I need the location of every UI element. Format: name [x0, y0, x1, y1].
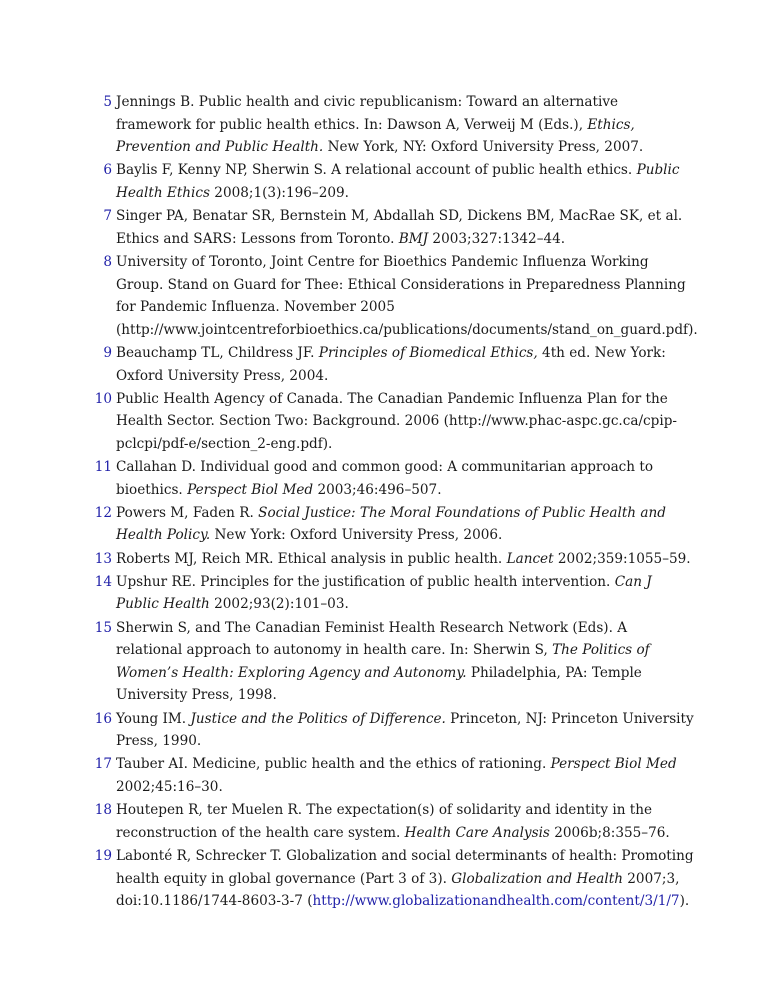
reference-item	[94, 571, 694, 616]
reference-item	[94, 753, 694, 798]
reference-text-segment: Young IM.	[116, 710, 191, 727]
reference-italic-text: Globalization and Health	[451, 870, 623, 887]
reference-text	[116, 251, 698, 341]
reference-item	[94, 91, 694, 159]
reference-item	[94, 342, 694, 387]
reference-text-segment: Roberts MJ, Reich MR. Ethical analysis in public health.	[116, 550, 507, 567]
reference-text	[116, 548, 694, 571]
reference-italic-text: Lancet	[506, 550, 554, 567]
reference-item	[94, 708, 694, 753]
reference-item	[94, 617, 694, 707]
reference-text	[116, 91, 694, 159]
reference-text-segment: Philadelphia, PA: Temple University Press, 1998.	[116, 664, 642, 704]
reference-italic-text: Can J Public Health	[116, 573, 652, 613]
reference-link[interactable]: http://www.globalizationandhealth.com/content/3/1/7	[312, 893, 680, 910]
reference-text	[116, 617, 694, 707]
reference-text-segment: 2003;46:496–507.	[313, 481, 442, 498]
reference-text	[116, 388, 694, 456]
reference-number: 15	[94, 619, 112, 636]
reference-text-segment: Labonté R, Schrecker T. Globalization and social determinants of health: Promoting health equity in global governance (Part 3 of 3).	[116, 847, 694, 887]
reference-text-segment: 2002;45:16–30.	[116, 778, 223, 795]
reference-item	[94, 205, 694, 250]
reference-text-segment: Sherwin S, and The Canadian Feminist Health Research Network (Eds). A relational approach to autonomy in health care. In: Sherwin S,	[116, 619, 628, 659]
reference-text-segment: 2002;93(2):101–03.	[209, 596, 349, 613]
reference-item	[94, 548, 694, 571]
reference-text-segment: Singer PA, Benatar SR, Bernstein M, Abdallah SD, Dickens BM, MacRae SK, et al. Ethics and SARS: Lessons from Toronto.	[116, 208, 683, 247]
reference-italic-text: BMJ	[398, 230, 429, 247]
reference-item	[94, 159, 694, 204]
reference-text	[116, 799, 694, 844]
reference-number: 6	[103, 162, 112, 179]
reference-item	[94, 388, 694, 456]
reference-italic-text: Perspect Biol Med	[187, 481, 314, 498]
reference-text	[116, 159, 694, 204]
reference-text	[116, 571, 694, 616]
reference-italic-text: Public Health Ethics	[116, 162, 680, 201]
reference-text-segment: Callahan D. Individual good and common good: A communitarian approach to bioethics.	[116, 459, 654, 498]
reference-text	[116, 753, 694, 798]
reference-text-segment: 2008;1(3):196–209.	[209, 184, 349, 201]
reference-text-segment: Upshur RE. Principles for the justification of public health intervention.	[116, 573, 615, 590]
reference-text-segment: 2002;359:1055–59.	[553, 550, 691, 567]
reference-item	[94, 456, 694, 501]
reference-italic-text: Justice and the Politics of Difference.	[190, 710, 446, 727]
reference-text-segment: Houtepen R, ter Muelen R. The expectation(s) of solidarity and identity in the reconstruction of the health care system.	[116, 802, 653, 841]
reference-italic-text: The Politics of Women’s Health: Exploring Agency and Autonomy.	[116, 642, 650, 681]
reference-text-segment: ).	[679, 893, 690, 910]
reference-text	[116, 456, 694, 501]
reference-number: 7	[103, 208, 112, 225]
reference-list	[94, 91, 698, 913]
reference-text-segment: University of Toronto, Joint Centre for Bioethics Pandemic Influenza Working Group. Stand on Guard for Thee: Ethical Considerations in Preparedness Planning for Pandemic Influenza. November 2005 (http://www.jointcentreforbioethics.ca/publications/documents/stand_on_guard.pdf).	[116, 253, 698, 338]
reference-text	[116, 205, 694, 250]
reference-number: 11	[94, 459, 112, 476]
reference-item	[94, 251, 698, 341]
reference-text-segment: Powers M, Faden R.	[116, 504, 259, 521]
reference-text-segment: 2003;327:1342–44.	[428, 230, 566, 247]
reference-italic-text: Social Justice: The Moral Foundations of Public Health and Health Policy.	[116, 504, 666, 544]
reference-item	[94, 799, 694, 844]
reference-number: 14	[94, 573, 112, 590]
reference-number: 16	[94, 710, 112, 727]
reference-text-segment: Princeton, NJ: Princeton University Press, 1990.	[116, 710, 694, 750]
reference-text-segment: Public Health Agency of Canada. The Canadian Pandemic Influenza Plan for the Health Sector. Section Two: Background. 2006 (http://www.phac-aspc.gc.ca/cpip-pclcpi/pdf-e/section_2-eng.pdf).	[116, 390, 678, 452]
reference-item	[94, 845, 694, 913]
reference-number: 17	[94, 756, 112, 773]
reference-text	[116, 708, 694, 753]
reference-text-segment: 2006b;8:355–76.	[549, 824, 670, 841]
reference-text	[116, 845, 694, 913]
reference-text-segment: 4th ed. New York: Oxford University Press, 2004.	[116, 344, 666, 384]
reference-text-segment: Jennings B. Public health and civic republicanism: Toward an alternative framework for public health ethics. In: Dawson A, Verweij M (Eds.),	[116, 94, 619, 133]
reference-number: 9	[103, 344, 112, 361]
reference-text-segment: Baylis F, Kenny NP, Sherwin S. A relational account of public health ethics.	[116, 162, 637, 179]
reference-text-segment: Beauchamp TL, Childress JF.	[116, 344, 319, 361]
reference-text-segment: 2007;3, doi:10.1186/1744-8603-3-7 (	[116, 870, 680, 910]
reference-italic-text: Principles of Biomedical Ethics,	[318, 344, 538, 361]
reference-italic-text: Ethics, Prevention and Public Health.	[116, 116, 635, 156]
reference-text-segment: New York: Oxford University Press, 2006.	[210, 527, 503, 544]
reference-text-segment: New York, NY: Oxford University Press, 2007.	[323, 139, 644, 156]
reference-number: 12	[94, 504, 112, 521]
reference-text	[116, 502, 694, 547]
reference-italic-text: Health Care Analysis	[404, 824, 550, 841]
reference-item	[94, 502, 694, 547]
reference-number: 13	[94, 550, 112, 567]
reference-number: 18	[94, 802, 112, 819]
reference-number: 8	[103, 253, 112, 270]
reference-number: 5	[103, 94, 112, 110]
reference-number: 10	[94, 390, 112, 407]
reference-text-segment: Tauber AI. Medicine, public health and the ethics of rationing.	[116, 756, 551, 773]
reference-italic-text: Perspect Biol Med	[550, 756, 677, 773]
reference-text	[116, 342, 694, 387]
reference-number: 19	[94, 847, 112, 864]
